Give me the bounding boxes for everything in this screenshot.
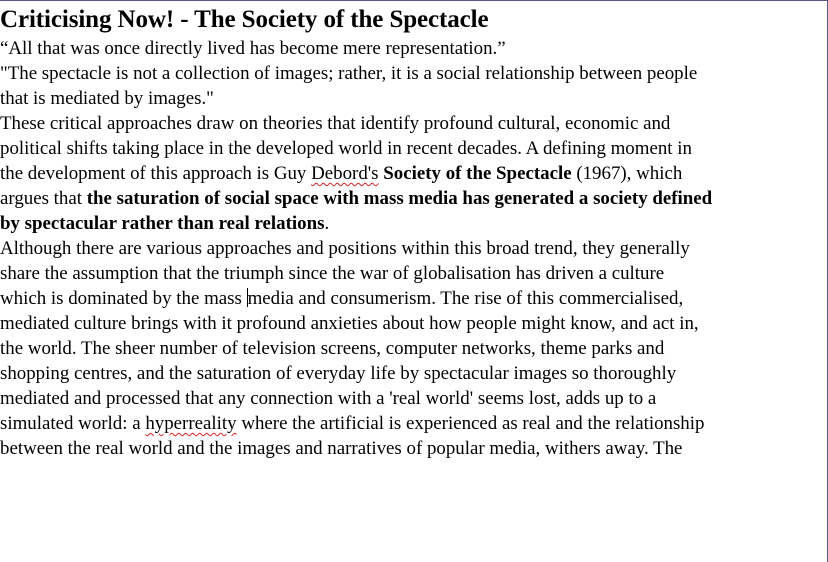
misspelled-word-hyperreality[interactable]: hyperreality: [145, 413, 237, 434]
paragraph-line: between the real world and the images and narratives of popular media, withers away. The: [0, 438, 683, 459]
quote-spectacle-line-2: that is mediated by images.": [0, 88, 214, 109]
text-run: where the artificial is experienced as real and the relationship: [236, 413, 705, 434]
paragraph-line: mediated and processed that any connection with a 'real world' seems lost, adds up to a: [0, 388, 657, 409]
text-run: which is dominated by the mass: [0, 288, 247, 309]
paragraph-line: [0, 211, 828, 236]
text-run: media and consumerism. The rise of this commercialised,: [247, 288, 684, 309]
text-run: argues that: [0, 188, 87, 209]
quote-representation: [0, 36, 828, 61]
page-title: Criticising Now! - The Society of the Spectacle: [0, 6, 489, 33]
paragraph-line: [0, 286, 828, 311]
misspelled-word-debords[interactable]: Debord's: [311, 163, 379, 184]
text-run: the development of this approach is Guy: [0, 163, 312, 184]
paragraph-line: the world. The sheer number of television screens, computer networks, theme parks and: [0, 338, 665, 359]
paragraph-line: [0, 411, 828, 436]
document-body[interactable]: [0, 3, 828, 461]
paragraph-line: Although there are various approaches and positions within this broad trend, they generally: [0, 238, 690, 259]
bold-statement: the saturation of social space with mass media has generated a society defined: [86, 188, 713, 209]
quote-representation-line: “All that was once directly lived has become mere representation.”: [0, 38, 506, 59]
paragraph-line: share the assumption that the triumph since the war of globalisation has driven a culture: [0, 263, 665, 284]
paragraph-line: [0, 186, 828, 211]
text-run: .: [324, 213, 330, 234]
bold-statement: by spectacular rather than real relations: [0, 213, 325, 234]
paragraph-line: mediated culture brings with it profound anxieties about how people might know, and act in,: [0, 313, 699, 334]
paragraph-line: These critical approaches draw on theories that identify profound cultural, economic and: [0, 113, 671, 134]
book-title-bold: Society of the Spectacle: [383, 163, 572, 184]
quote-spectacle: [0, 61, 828, 111]
paragraph-critical-approaches: [0, 111, 828, 236]
paragraph-line: [0, 161, 828, 186]
paragraph-line: political shifts taking place in the developed world in recent decades. A defining moment in: [0, 138, 692, 159]
paragraph-globalisation: [0, 236, 828, 461]
paragraph-line: shopping centres, and the saturation of everyday life by spectacular images so thoroughly: [0, 363, 677, 384]
quote-spectacle-line-1: "The spectacle is not a collection of images; rather, it is a social relationship between people: [0, 63, 698, 84]
text-run: simulated world: a: [0, 413, 146, 434]
text-run: (1967), which: [571, 163, 683, 184]
